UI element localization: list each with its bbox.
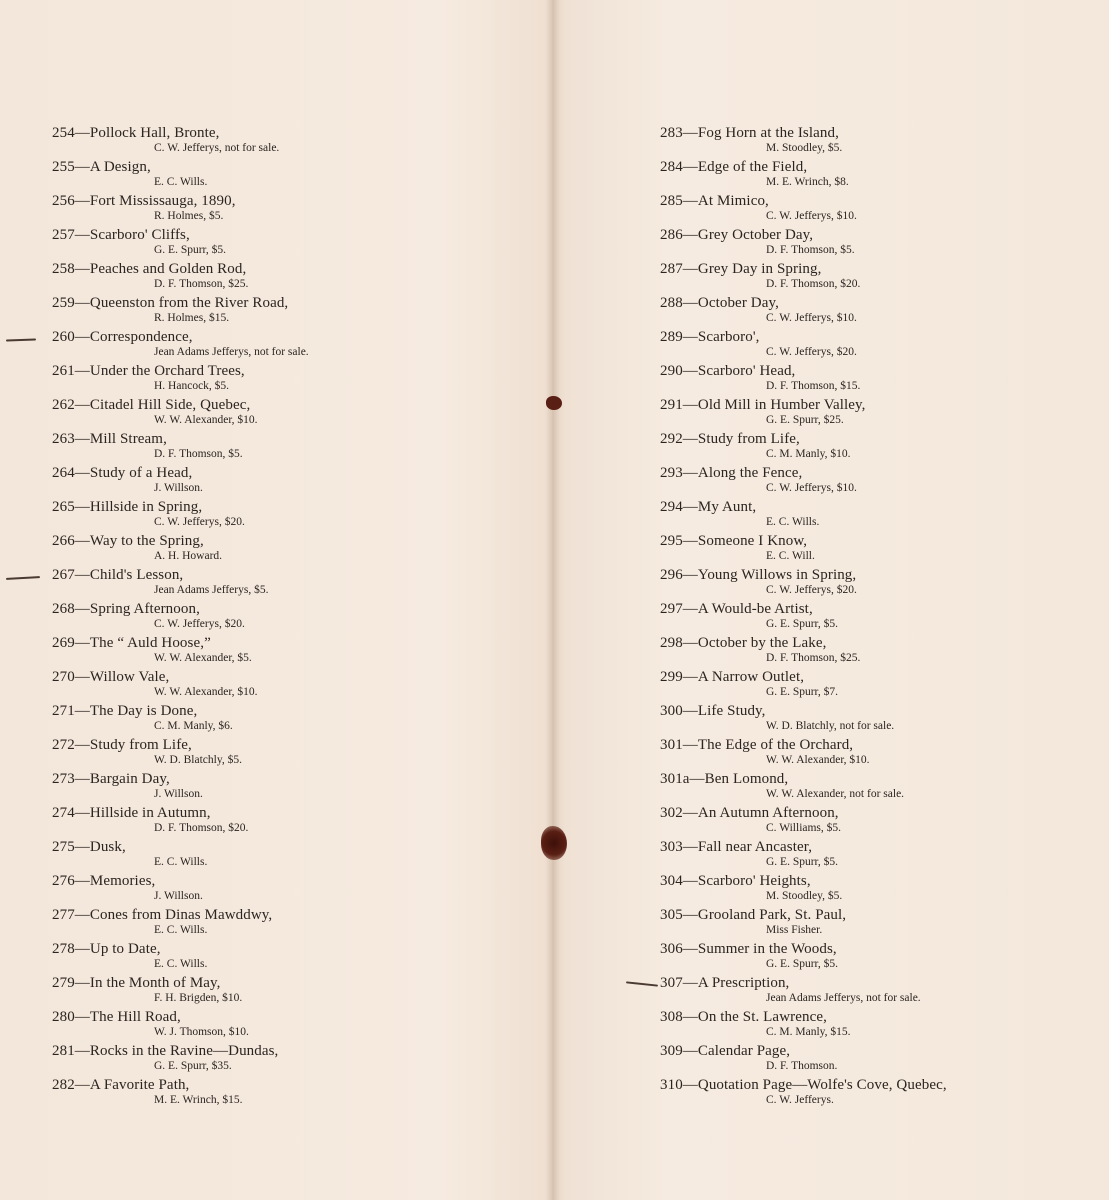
entry-title: 277—Cones from Dinas Mawddwy, — [52, 907, 273, 923]
entry-title: 296—Young Willows in Spring, — [660, 567, 857, 583]
entry-title: 264—Study of a Head, — [52, 465, 193, 481]
right-page — [660, 124, 1090, 1110]
entry-title: 283—Fog Horn at the Island, — [660, 125, 839, 141]
catalog-entry — [660, 498, 1090, 532]
left-page — [52, 124, 532, 1110]
entry-artist-price: C. Williams, $5. — [766, 822, 842, 834]
entry-artist-price: R. Holmes, $15. — [154, 312, 230, 324]
entry-title: 301—The Edge of the Orchard, — [660, 737, 854, 753]
entry-artist-price: D. F. Thomson, $5. — [766, 244, 855, 256]
entry-title: 308—On the St. Lawrence, — [660, 1009, 827, 1025]
entry-artist-price: W. W. Alexander, not for sale. — [766, 788, 905, 800]
catalog-entry — [52, 226, 532, 260]
entry-title: 285—At Mimico, — [660, 193, 769, 209]
catalog-entry — [660, 158, 1090, 192]
entry-title: 275—Dusk, — [52, 839, 126, 855]
catalog-entry — [52, 804, 532, 838]
entry-artist-price: Miss Fisher. — [766, 924, 823, 936]
entry-artist-price: D. F. Thomson, $20. — [154, 822, 249, 834]
catalog-entry — [52, 872, 532, 906]
entry-artist-price: M. E. Wrinch, $8. — [766, 176, 849, 188]
entry-title: 291—Old Mill in Humber Valley, — [660, 397, 866, 413]
catalog-entry — [660, 974, 1090, 1008]
entry-artist-price: R. Holmes, $5. — [154, 210, 224, 222]
catalog-entry — [52, 566, 532, 600]
entry-title: 261—Under the Orchard Trees, — [52, 363, 245, 379]
catalog-entry — [52, 702, 532, 736]
entry-title: 262—Citadel Hill Side, Quebec, — [52, 397, 251, 413]
entry-artist-price: J. Willson. — [154, 890, 203, 902]
entry-artist-price: E. C. Wills. — [154, 856, 208, 868]
entry-artist-price: H. Hancock, $5. — [154, 380, 230, 392]
entry-artist-price: Jean Adams Jefferys, not for sale. — [766, 992, 921, 1004]
catalog-entry — [52, 430, 532, 464]
catalog-entry — [660, 294, 1090, 328]
catalog-entry — [52, 1042, 532, 1076]
entry-artist-price: C. M. Manly, $10. — [766, 448, 851, 460]
entry-artist-price: G. E. Spurr, $5. — [766, 856, 839, 868]
entry-artist-price: G. E. Spurr, $5. — [766, 958, 839, 970]
catalog-entry — [660, 192, 1090, 226]
entry-artist-price: C. W. Jefferys, $20. — [766, 584, 857, 596]
entry-title: 297—A Would-be Artist, — [660, 601, 813, 617]
entry-title: 301a—Ben Lomond, — [660, 771, 789, 787]
catalog-entry — [52, 192, 532, 226]
entry-artist-price: W. W. Alexander, $10. — [766, 754, 870, 766]
catalog-entry — [52, 974, 532, 1008]
catalog-entry — [52, 532, 532, 566]
entry-title: 255—A Design, — [52, 159, 151, 175]
catalog-entry — [52, 158, 532, 192]
entry-title: 270—Willow Vale, — [52, 669, 170, 685]
catalog-entry — [52, 736, 532, 770]
binding-hole-upper — [546, 396, 562, 410]
catalog-entry — [660, 430, 1090, 464]
entry-title: 273—Bargain Day, — [52, 771, 170, 787]
catalog-entry — [660, 668, 1090, 702]
catalog-entry — [660, 1042, 1090, 1076]
catalog-entry — [52, 396, 532, 430]
entry-title: 274—Hillside in Autumn, — [52, 805, 211, 821]
entry-title: 289—Scarboro', — [660, 329, 760, 345]
entry-artist-price: M. Stoodley, $5. — [766, 142, 843, 154]
entry-artist-price: W. W. Alexander, $10. — [154, 686, 258, 698]
catalog-entry — [660, 464, 1090, 498]
catalog-entry — [660, 396, 1090, 430]
catalog-entry — [660, 770, 1090, 804]
entry-artist-price: E. C. Will. — [766, 550, 815, 562]
entry-title: 310—Quotation Page—Wolfe's Cove, Quebec, — [660, 1077, 947, 1093]
catalog-entry — [660, 872, 1090, 906]
catalog-entry — [660, 1008, 1090, 1042]
entry-title: 269—The “ Auld Hoose,” — [52, 635, 211, 651]
entry-title: 282—A Favorite Path, — [52, 1077, 190, 1093]
entry-title: 304—Scarboro' Heights, — [660, 873, 811, 889]
entry-title: 295—Someone I Know, — [660, 533, 808, 549]
catalog-entry — [660, 1076, 1090, 1110]
entry-artist-price: C. W. Jefferys, $20. — [766, 346, 857, 358]
entry-title: 302—An Autumn Afternoon, — [660, 805, 839, 821]
entry-artist-price: J. Willson. — [154, 482, 203, 494]
catalog-entry — [52, 634, 532, 668]
catalog-entry — [660, 532, 1090, 566]
entry-artist-price: C. W. Jefferys, $10. — [766, 482, 857, 494]
entry-title: 257—Scarboro' Cliffs, — [52, 227, 190, 243]
entry-artist-price: W. J. Thomson, $10. — [154, 1026, 249, 1038]
catalog-entry — [52, 498, 532, 532]
catalog-entry — [52, 294, 532, 328]
entry-artist-price: F. H. Brigden, $10. — [154, 992, 243, 1004]
entry-title: 292—Study from Life, — [660, 431, 800, 447]
entry-artist-price: M. E. Wrinch, $15. — [154, 1094, 243, 1106]
entry-artist-price: A. H. Howard. — [154, 550, 223, 562]
entry-title: 300—Life Study, — [660, 703, 766, 719]
entry-artist-price: W. D. Blatchly, $5. — [154, 754, 242, 766]
catalog-entry — [52, 1076, 532, 1110]
entry-title: 267—Child's Lesson, — [52, 567, 184, 583]
entry-title: 259—Queenston from the River Road, — [52, 295, 289, 311]
entry-title: 309—Calendar Page, — [660, 1043, 791, 1059]
catalog-entry — [52, 328, 532, 362]
binding-hole-lower — [541, 826, 567, 860]
catalog-entry — [52, 124, 532, 158]
entry-artist-price: C. W. Jefferys, $20. — [154, 516, 245, 528]
entry-artist-price: W. D. Blatchly, not for sale. — [766, 720, 895, 732]
entry-artist-price: W. W. Alexander, $5. — [154, 652, 252, 664]
catalog-entry — [52, 464, 532, 498]
catalog-entry — [660, 736, 1090, 770]
entry-artist-price: D. F. Thomson. — [766, 1060, 838, 1072]
catalog-entry — [52, 838, 532, 872]
entry-artist-price: D. F. Thomson, $20. — [766, 278, 861, 290]
entry-title: 271—The Day is Done, — [52, 703, 198, 719]
entry-title: 281—Rocks in the Ravine—Dundas, — [52, 1043, 279, 1059]
entry-title: 288—October Day, — [660, 295, 779, 311]
catalog-entry — [52, 668, 532, 702]
catalog-entry — [52, 362, 532, 396]
entry-artist-price: M. Stoodley, $5. — [766, 890, 843, 902]
entry-artist-price: Jean Adams Jefferys, $5. — [154, 584, 269, 596]
entry-title: 256—Fort Mississauga, 1890, — [52, 193, 236, 209]
catalog-entry — [52, 1008, 532, 1042]
entry-title: 278—Up to Date, — [52, 941, 161, 957]
book-gutter — [546, 0, 560, 1200]
entry-artist-price: C. M. Manly, $6. — [154, 720, 233, 732]
entry-title: 266—Way to the Spring, — [52, 533, 204, 549]
entry-artist-price: E. C. Wills. — [766, 516, 820, 528]
entry-title: 276—Memories, — [52, 873, 156, 889]
catalog-entry — [660, 906, 1090, 940]
entry-title: 298—October by the Lake, — [660, 635, 827, 651]
catalog-entry — [660, 804, 1090, 838]
entry-title: 305—Grooland Park, St. Paul, — [660, 907, 847, 923]
catalog-entry — [660, 838, 1090, 872]
entry-title: 307—A Prescription, — [660, 975, 790, 991]
entry-title: 263—Mill Stream, — [52, 431, 167, 447]
catalog-entry — [660, 260, 1090, 294]
catalog-entry — [660, 362, 1090, 396]
entry-title: 293—Along the Fence, — [660, 465, 803, 481]
entry-title: 290—Scarboro' Head, — [660, 363, 796, 379]
entry-title: 260—Correspondence, — [52, 329, 193, 345]
catalog-entry — [660, 940, 1090, 974]
entry-artist-price: G. E. Spurr, $5. — [154, 244, 227, 256]
entry-artist-price: D. F. Thomson, $5. — [154, 448, 243, 460]
entry-title: 286—Grey October Day, — [660, 227, 814, 243]
entry-artist-price: C. W. Jefferys. — [766, 1094, 834, 1106]
entry-title: 284—Edge of the Field, — [660, 159, 808, 175]
entry-title: 258—Peaches and Golden Rod, — [52, 261, 247, 277]
entry-artist-price: G. E. Spurr, $5. — [766, 618, 839, 630]
entry-artist-price: G. E. Spurr, $35. — [154, 1060, 232, 1072]
entry-title: 287—Grey Day in Spring, — [660, 261, 822, 277]
entry-title: 294—My Aunt, — [660, 499, 757, 515]
entry-artist-price: W. W. Alexander, $10. — [154, 414, 258, 426]
entry-artist-price: G. E. Spurr, $7. — [766, 686, 839, 698]
catalog-entry — [52, 260, 532, 294]
catalog-entry — [660, 124, 1090, 158]
entry-title: 306—Summer in the Woods, — [660, 941, 837, 957]
entry-title: 299—A Narrow Outlet, — [660, 669, 805, 685]
entry-title: 268—Spring Afternoon, — [52, 601, 200, 617]
entry-artist-price: D. F. Thomson, $15. — [766, 380, 861, 392]
catalog-entry — [660, 226, 1090, 260]
entry-artist-price: G. E. Spurr, $25. — [766, 414, 844, 426]
entry-artist-price: J. Willson. — [154, 788, 203, 800]
entry-artist-price: E. C. Wills. — [154, 958, 208, 970]
entry-artist-price: C. M. Manly, $15. — [766, 1026, 851, 1038]
catalog-entry — [52, 600, 532, 634]
entry-title: 265—Hillside in Spring, — [52, 499, 203, 515]
catalog-entry — [52, 770, 532, 804]
entry-artist-price: C. W. Jefferys, $10. — [766, 210, 857, 222]
entry-title: 254—Pollock Hall, Bronte, — [52, 125, 220, 141]
entry-artist-price: C. W. Jefferys, $20. — [154, 618, 245, 630]
entry-title: 279—In the Month of May, — [52, 975, 221, 991]
entry-artist-price: C. W. Jefferys, not for sale. — [154, 142, 280, 154]
catalog-entry — [660, 634, 1090, 668]
entry-artist-price: C. W. Jefferys, $10. — [766, 312, 857, 324]
entry-artist-price: E. C. Wills. — [154, 924, 208, 936]
entry-title: 280—The Hill Road, — [52, 1009, 181, 1025]
entry-artist-price: Jean Adams Jefferys, not for sale. — [154, 346, 309, 358]
catalog-entry — [660, 600, 1090, 634]
entry-title: 303—Fall near Ancaster, — [660, 839, 813, 855]
catalog-entry — [660, 566, 1090, 600]
catalog-entry — [660, 702, 1090, 736]
catalog-entry — [660, 328, 1090, 362]
entry-artist-price: E. C. Wills. — [154, 176, 208, 188]
entry-artist-price: D. F. Thomson, $25. — [154, 278, 249, 290]
catalog-entry — [52, 906, 532, 940]
catalog-entry — [52, 940, 532, 974]
entry-artist-price: D. F. Thomson, $25. — [766, 652, 861, 664]
entry-title: 272—Study from Life, — [52, 737, 192, 753]
